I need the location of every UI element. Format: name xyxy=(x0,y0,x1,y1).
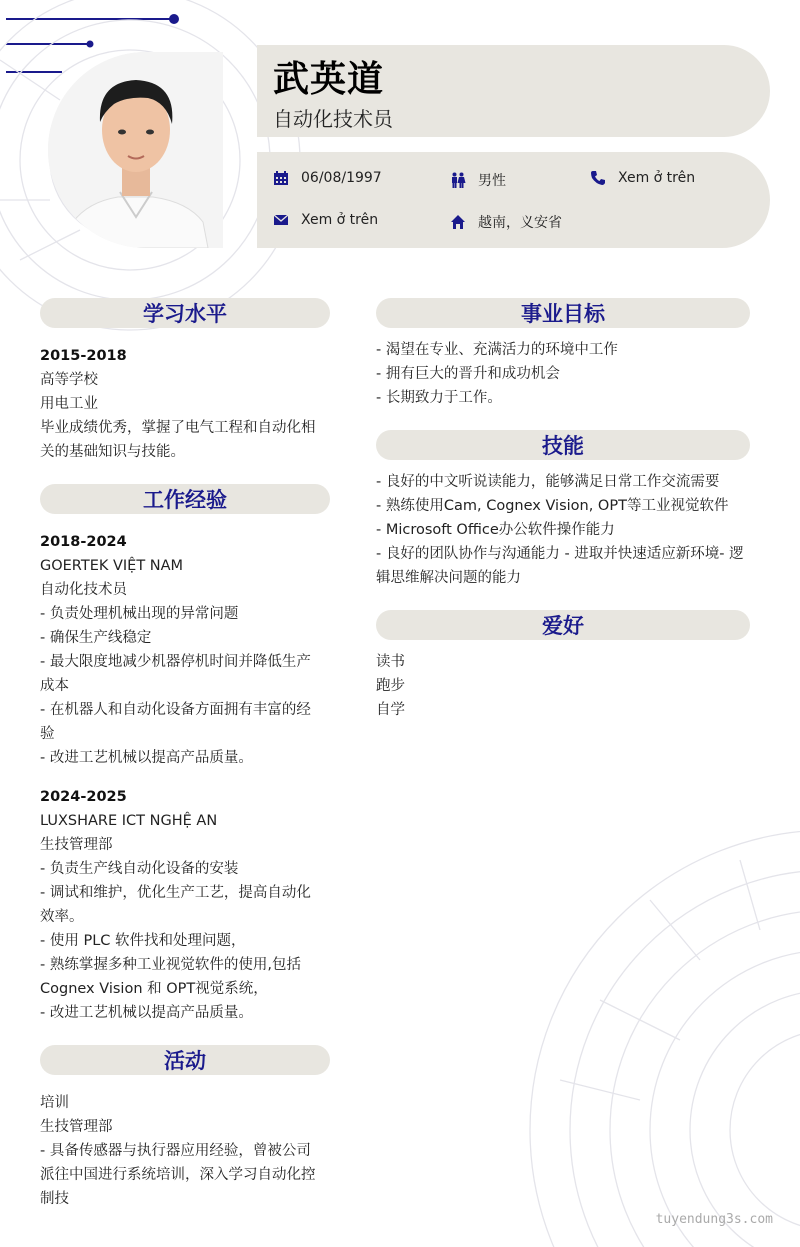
education-line: 用电工业 xyxy=(40,396,98,412)
activities-section xyxy=(40,1091,330,1211)
activities-line: 派往中国进行系统培训，深入学习自动化控 xyxy=(40,1167,316,1183)
experience-line: 效率。 xyxy=(40,909,84,925)
contact-panel xyxy=(257,152,770,248)
experience-line: - 改进工艺机械以提高产品质量。 xyxy=(40,1005,253,1021)
experience-line: - 在机器人和自动化设备方面拥有丰富的经 xyxy=(40,702,311,718)
education-line: 高等学校 xyxy=(40,372,98,388)
address-text: 越南，义安省 xyxy=(478,215,562,231)
email-text: Xem ở trên xyxy=(301,212,379,228)
experience-line: LUXSHARE ICT NGHỆ AN xyxy=(40,813,218,829)
experience-line: - 改进工艺机械以提高产品质量。 xyxy=(40,750,253,766)
experience-line: 生技管理部 xyxy=(40,837,113,853)
hobby-item: 跑步 xyxy=(376,678,405,694)
skills-section xyxy=(376,470,750,590)
activities-line: 培训 xyxy=(40,1095,69,1111)
envelope-icon xyxy=(273,212,289,228)
activities-line: - 具备传感器与执行器应用经验，曾被公司 xyxy=(40,1143,311,1159)
experience-line: 成本 xyxy=(40,678,69,694)
hobby-item: 自学 xyxy=(376,702,405,718)
person-portrait-icon xyxy=(48,52,223,248)
skills-line: 辑思维解决问题的能力 xyxy=(376,570,521,586)
objective-line: - 长期致力于工作。 xyxy=(376,390,502,406)
experience-years: 2018-2024 xyxy=(40,534,127,550)
person-name: 武英道 xyxy=(273,59,385,100)
objective-line: - 渴望在专业、充满活力的环境中工作 xyxy=(376,342,618,358)
right-column xyxy=(376,298,750,718)
skills-line: - 熟练使用Cam, Cognex Vision, OPT等工业视觉软件 xyxy=(376,498,729,514)
hobbies-section xyxy=(376,650,750,722)
objective-section xyxy=(376,338,750,410)
education-heading: 学习水平 xyxy=(40,298,330,328)
left-column xyxy=(40,298,330,1211)
calendar-icon xyxy=(273,170,289,186)
phone-icon xyxy=(590,170,606,186)
name-panel xyxy=(257,45,770,137)
hobby-item: 读书 xyxy=(376,654,405,670)
phone-text: Xem ở trên xyxy=(618,170,696,186)
education-line: 关的基础知识与技能。 xyxy=(40,444,185,460)
experience-line: - 使用 PLC 软件找和处理问题， xyxy=(40,933,246,949)
experience-line: GOERTEK VIỆT NAM xyxy=(40,558,184,574)
experience-line: - 确保生产线稳定 xyxy=(40,630,152,646)
activities-line: 制技 xyxy=(40,1191,69,1207)
experience-line: - 最大限度地减少机器停机时间并降低生产 xyxy=(40,654,311,670)
contact-email xyxy=(273,212,378,228)
contact-gender xyxy=(450,170,506,190)
experience-line: 自动化技术员 xyxy=(40,582,127,598)
contact-address xyxy=(450,212,562,232)
birthdate-text: 06/08/1997 xyxy=(301,170,382,186)
objective-heading: 事业目标 xyxy=(376,298,750,328)
experience-line: - 熟练掌握多种工业视觉软件的使用,包括 xyxy=(40,957,301,973)
gender-text: 男性 xyxy=(478,173,506,189)
skills-line: - Microsoft Office办公软件操作能力 xyxy=(376,522,615,538)
gender-icon xyxy=(450,172,466,188)
skills-line: - 良好的团队协作与沟通能力 - 进取并快速适应新环境- 逻 xyxy=(376,546,744,562)
experience-line: - 负责生产线自动化设备的安装 xyxy=(40,861,239,877)
contact-birthdate xyxy=(273,170,382,186)
experience-line: 验 xyxy=(40,726,55,742)
education-line: 毕业成绩优秀，掌握了电气工程和自动化相 xyxy=(40,420,316,436)
skills-line: - 良好的中文听说读能力，能够满足日常工作交流需要 xyxy=(376,474,720,490)
hobbies-heading: 爱好 xyxy=(376,610,750,640)
home-icon xyxy=(450,214,466,230)
experience-heading: 工作经验 xyxy=(40,484,330,514)
activities-heading: 活动 xyxy=(40,1045,330,1075)
education-years: 2015-2018 xyxy=(40,348,127,364)
experience-section xyxy=(40,530,330,1025)
objective-line: - 拥有巨大的晋升和成功机会 xyxy=(376,366,560,382)
experience-line: - 负责处理机械出现的异常问题 xyxy=(40,606,239,622)
skills-heading: 技能 xyxy=(376,430,750,460)
experience-line: - 调试和维护，优化生产工艺，提高自动化 xyxy=(40,885,311,901)
profile-photo xyxy=(48,52,223,248)
job-title: 自动化技术员 xyxy=(273,107,393,131)
experience-years: 2024-2025 xyxy=(40,789,127,805)
activities-line: 生技管理部 xyxy=(40,1119,113,1135)
education-section xyxy=(40,344,330,464)
site-watermark: tuyendung3s.com xyxy=(655,1212,773,1227)
experience-line: Cognex Vision 和 OPT视觉系统， xyxy=(40,981,268,997)
contact-phone xyxy=(590,170,695,186)
